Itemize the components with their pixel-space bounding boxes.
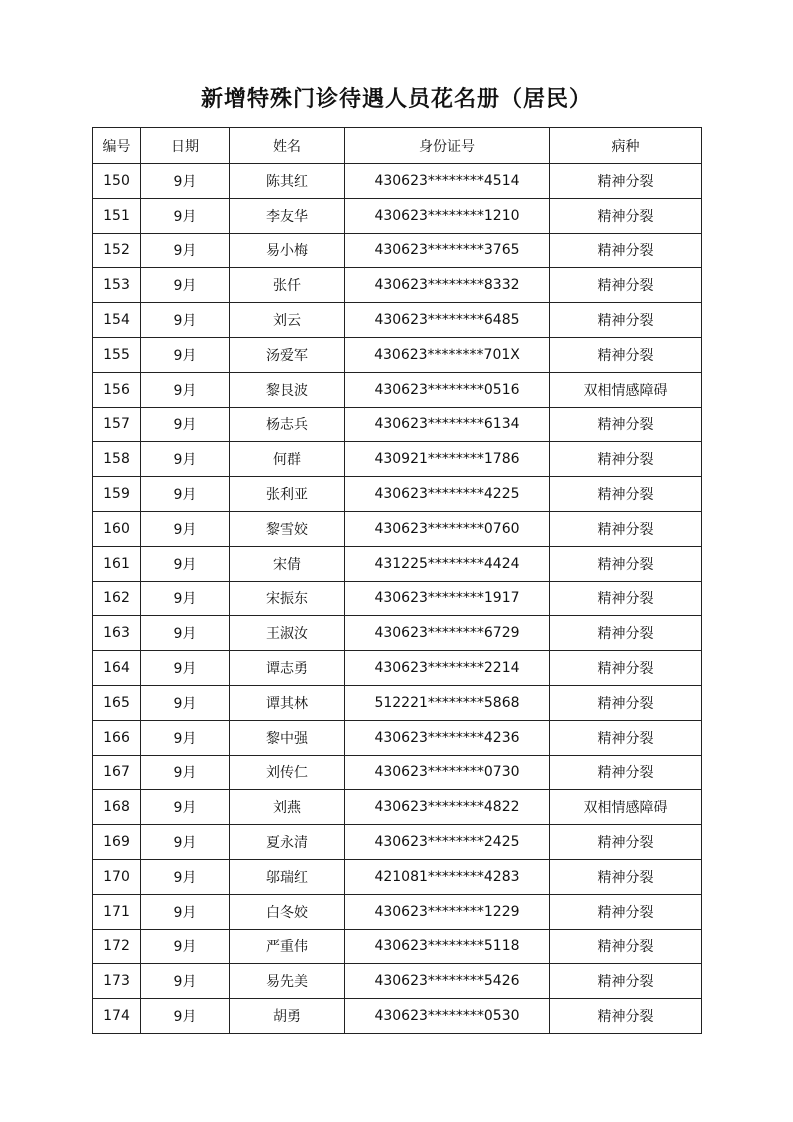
cell-id-number: 431225********4424 — [345, 546, 550, 581]
cell-id-number: 430623********4236 — [345, 720, 550, 755]
cell-id-number: 430623********5426 — [345, 964, 550, 999]
cell-date: 9月 — [141, 685, 230, 720]
table-row — [93, 407, 702, 442]
cell-date: 9月 — [141, 894, 230, 929]
cell-disease: 精神分裂 — [550, 651, 702, 686]
cell-date: 9月 — [141, 477, 230, 512]
cell-date: 9月 — [141, 859, 230, 894]
cell-date: 9月 — [141, 929, 230, 964]
cell-number: 174 — [93, 999, 141, 1034]
table-row — [93, 720, 702, 755]
cell-date: 9月 — [141, 407, 230, 442]
cell-disease: 精神分裂 — [550, 964, 702, 999]
cell-date: 9月 — [141, 964, 230, 999]
cell-date: 9月 — [141, 511, 230, 546]
cell-name: 严重伟 — [230, 929, 345, 964]
column-header-disease: 病种 — [550, 128, 702, 164]
cell-name: 黎艮波 — [230, 372, 345, 407]
cell-number: 157 — [93, 407, 141, 442]
cell-date: 9月 — [141, 720, 230, 755]
cell-number: 158 — [93, 442, 141, 477]
cell-id-number: 430623********2425 — [345, 825, 550, 860]
table-row — [93, 790, 702, 825]
cell-disease: 精神分裂 — [550, 825, 702, 860]
cell-id-number: 421081********4283 — [345, 859, 550, 894]
table-row — [93, 372, 702, 407]
table-row — [93, 477, 702, 512]
cell-name: 易先美 — [230, 964, 345, 999]
cell-number: 171 — [93, 894, 141, 929]
cell-id-number: 512221********5868 — [345, 685, 550, 720]
cell-number: 170 — [93, 859, 141, 894]
cell-name: 张利亚 — [230, 477, 345, 512]
table-row — [93, 825, 702, 860]
cell-date: 9月 — [141, 268, 230, 303]
cell-number: 160 — [93, 511, 141, 546]
cell-id-number: 430623********1210 — [345, 198, 550, 233]
cell-id-number: 430623********6134 — [345, 407, 550, 442]
cell-disease: 精神分裂 — [550, 859, 702, 894]
cell-number: 159 — [93, 477, 141, 512]
cell-name: 陈其红 — [230, 164, 345, 199]
table-row — [93, 546, 702, 581]
table-row — [93, 999, 702, 1034]
cell-date: 9月 — [141, 546, 230, 581]
cell-id-number: 430623********5118 — [345, 929, 550, 964]
cell-number: 165 — [93, 685, 141, 720]
cell-number: 161 — [93, 546, 141, 581]
cell-number: 163 — [93, 616, 141, 651]
cell-disease: 精神分裂 — [550, 685, 702, 720]
table-header-row — [93, 128, 702, 164]
cell-number: 172 — [93, 929, 141, 964]
page-title: 新增特殊门诊待遇人员花名册（居民） — [200, 86, 592, 112]
cell-date: 9月 — [141, 616, 230, 651]
cell-name: 刘传仁 — [230, 755, 345, 790]
cell-disease: 精神分裂 — [550, 720, 702, 755]
table-row — [93, 442, 702, 477]
cell-disease: 精神分裂 — [550, 164, 702, 199]
cell-number: 169 — [93, 825, 141, 860]
cell-name: 邬瑞红 — [230, 859, 345, 894]
cell-number: 167 — [93, 755, 141, 790]
cell-id-number: 430623********0516 — [345, 372, 550, 407]
cell-id-number: 430623********1229 — [345, 894, 550, 929]
table-row — [93, 651, 702, 686]
table-row — [93, 198, 702, 233]
cell-id-number: 430623********1917 — [345, 581, 550, 616]
table-row — [93, 164, 702, 199]
table-row — [93, 929, 702, 964]
cell-name: 胡勇 — [230, 999, 345, 1034]
cell-name: 李友华 — [230, 198, 345, 233]
column-header-number: 编号 — [93, 128, 141, 164]
cell-disease: 精神分裂 — [550, 477, 702, 512]
table-row — [93, 755, 702, 790]
cell-id-number: 430921********1786 — [345, 442, 550, 477]
column-header-name: 姓名 — [230, 128, 345, 164]
cell-number: 173 — [93, 964, 141, 999]
cell-disease: 精神分裂 — [550, 546, 702, 581]
cell-id-number: 430623********8332 — [345, 268, 550, 303]
cell-name: 王淑汝 — [230, 616, 345, 651]
cell-number: 150 — [93, 164, 141, 199]
cell-number: 166 — [93, 720, 141, 755]
cell-disease: 精神分裂 — [550, 511, 702, 546]
cell-date: 9月 — [141, 790, 230, 825]
cell-number: 164 — [93, 651, 141, 686]
table-row — [93, 616, 702, 651]
cell-id-number: 430623********4225 — [345, 477, 550, 512]
cell-date: 9月 — [141, 303, 230, 338]
cell-name: 夏永清 — [230, 825, 345, 860]
table-row — [93, 268, 702, 303]
cell-name: 谭志勇 — [230, 651, 345, 686]
cell-number: 154 — [93, 303, 141, 338]
cell-id-number: 430623********4822 — [345, 790, 550, 825]
cell-disease: 双相情感障碍 — [550, 372, 702, 407]
cell-disease: 精神分裂 — [550, 999, 702, 1034]
table-row — [93, 303, 702, 338]
table-row — [93, 337, 702, 372]
cell-name: 杨志兵 — [230, 407, 345, 442]
cell-date: 9月 — [141, 372, 230, 407]
cell-date: 9月 — [141, 651, 230, 686]
cell-date: 9月 — [141, 755, 230, 790]
cell-date: 9月 — [141, 233, 230, 268]
cell-disease: 精神分裂 — [550, 337, 702, 372]
cell-name: 黎雪姣 — [230, 511, 345, 546]
cell-date: 9月 — [141, 999, 230, 1034]
cell-disease: 双相情感障碍 — [550, 790, 702, 825]
table-row — [93, 894, 702, 929]
cell-disease: 精神分裂 — [550, 755, 702, 790]
cell-date: 9月 — [141, 442, 230, 477]
cell-date: 9月 — [141, 825, 230, 860]
table-row — [93, 581, 702, 616]
cell-disease: 精神分裂 — [550, 233, 702, 268]
cell-id-number: 430623********0730 — [345, 755, 550, 790]
cell-name: 何群 — [230, 442, 345, 477]
cell-name: 刘燕 — [230, 790, 345, 825]
cell-disease: 精神分裂 — [550, 268, 702, 303]
cell-number: 155 — [93, 337, 141, 372]
table-row — [93, 859, 702, 894]
cell-number: 153 — [93, 268, 141, 303]
cell-name: 易小梅 — [230, 233, 345, 268]
cell-date: 9月 — [141, 337, 230, 372]
cell-id-number: 430623********3765 — [345, 233, 550, 268]
cell-number: 151 — [93, 198, 141, 233]
cell-id-number: 430623********701X — [345, 337, 550, 372]
cell-name: 宋倩 — [230, 546, 345, 581]
cell-disease: 精神分裂 — [550, 303, 702, 338]
cell-disease: 精神分裂 — [550, 198, 702, 233]
column-header-date: 日期 — [141, 128, 230, 164]
table-row — [93, 685, 702, 720]
cell-name: 谭其林 — [230, 685, 345, 720]
cell-name: 宋振东 — [230, 581, 345, 616]
table-body — [93, 164, 702, 1034]
cell-id-number: 430623********0530 — [345, 999, 550, 1034]
table-row — [93, 511, 702, 546]
cell-name: 汤爱军 — [230, 337, 345, 372]
table-row — [93, 964, 702, 999]
cell-disease: 精神分裂 — [550, 616, 702, 651]
cell-number: 162 — [93, 581, 141, 616]
cell-id-number: 430623********4514 — [345, 164, 550, 199]
cell-date: 9月 — [141, 198, 230, 233]
cell-name: 张仟 — [230, 268, 345, 303]
cell-disease: 精神分裂 — [550, 894, 702, 929]
cell-disease: 精神分裂 — [550, 929, 702, 964]
roster-table — [92, 127, 702, 1034]
cell-name: 黎中强 — [230, 720, 345, 755]
cell-id-number: 430623********6729 — [345, 616, 550, 651]
cell-disease: 精神分裂 — [550, 581, 702, 616]
cell-id-number: 430623********0760 — [345, 511, 550, 546]
cell-number: 152 — [93, 233, 141, 268]
cell-id-number: 430623********2214 — [345, 651, 550, 686]
cell-number: 156 — [93, 372, 141, 407]
cell-disease: 精神分裂 — [550, 407, 702, 442]
cell-date: 9月 — [141, 164, 230, 199]
cell-date: 9月 — [141, 581, 230, 616]
cell-number: 168 — [93, 790, 141, 825]
cell-name: 白冬姣 — [230, 894, 345, 929]
column-header-id-number: 身份证号 — [345, 128, 550, 164]
cell-disease: 精神分裂 — [550, 442, 702, 477]
table-row — [93, 233, 702, 268]
cell-id-number: 430623********6485 — [345, 303, 550, 338]
cell-name: 刘云 — [230, 303, 345, 338]
